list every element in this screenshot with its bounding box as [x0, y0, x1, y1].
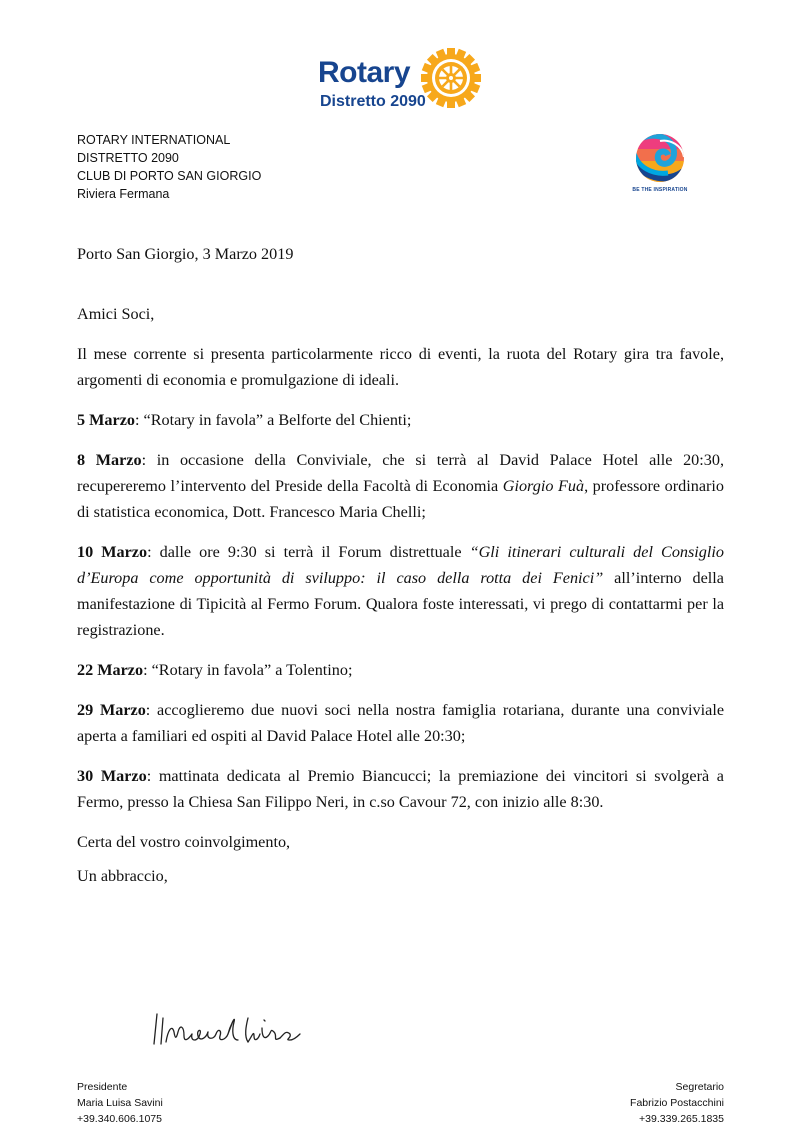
rotary-logo [318, 48, 483, 116]
handwritten-signature [148, 1006, 308, 1056]
event-text: : accoglieremo due nuovi soci nella nostra famiglia rotariana, durante una conviviale aperta a familiari ed ospiti al David Palace Hotel alle 20:30; [77, 701, 724, 745]
event-date: 10 Marzo [77, 543, 148, 561]
theme-logo [630, 131, 690, 201]
event-item [77, 657, 724, 683]
event-date: 8 Marzo [77, 451, 142, 469]
letter-body [77, 241, 724, 889]
event-text: : “Rotary in favola” a Belforte del Chienti; [134, 411, 412, 429]
event-italic: “Gli itinerari culturali del Consiglio d’Europa come opportunità di sviluppo: il caso della rotta dei Fenici” [77, 543, 724, 587]
event-text: : mattinata dedicata al Premio Biancucci; la premiazione dei vincitori si svolgerà a Fermo, presso la Chiesa San Filippo Neri, in c.so Cavour 72, con inizio alle 8:30. [77, 767, 724, 811]
event-italic: Giorgio Fuà [502, 477, 585, 495]
letter-closing: Un abbraccio, [77, 867, 168, 885]
footer-president [77, 1079, 163, 1127]
footer-secretary [630, 1079, 724, 1127]
theme-swirl-icon [630, 131, 690, 185]
club-header-line: CLUB DI PORTO SAN GIORGIO [77, 169, 262, 183]
event-text: all’interno della manifestazione di Tipicità al Fermo Forum. Qualora foste interessati, vi prego di contattarmi per la registrazione. [77, 569, 724, 639]
event-item [77, 763, 724, 815]
footer-phone: +39.339.265.1835 [639, 1113, 724, 1125]
event-text: : dalle ore 9:30 si terrà il Forum distrettuale [147, 543, 470, 561]
event-item [77, 697, 724, 749]
club-header-line: Riviera Fermana [77, 187, 170, 201]
club-header-line: DISTRETTO 2090 [77, 151, 179, 165]
event-date: 5 Marzo [77, 411, 135, 429]
event-item [77, 539, 724, 643]
letter-intro: Il mese corrente si presenta particolarmente ricco di eventi, la ruota del Rotary gira tra favole, argomenti di economia e promulgazione di ideali. [77, 345, 724, 389]
club-header-line: ROTARY INTERNATIONAL [77, 133, 231, 147]
rotary-wheel-icon [421, 48, 481, 108]
rotary-logo-brand: Rotary [318, 56, 411, 89]
event-item [77, 447, 724, 525]
footer-phone: +39.340.606.1075 [77, 1113, 162, 1125]
footer-role: Segretario [675, 1081, 724, 1093]
event-text: : in occasione della Conviviale, che si terrà al David Palace Hotel alle 20:30, recupereremo l’intervento del Preside della Facoltà di Economia [77, 451, 724, 495]
footer-name: Maria Luisa Savini [77, 1097, 163, 1109]
event-text: : “Rotary in favola” a Tolentino; [143, 661, 353, 679]
event-date: 29 Marzo [77, 701, 146, 719]
letter-greeting: Amici Soci, [77, 305, 155, 323]
event-text: , professore ordinario di statistica economica, Dott. Francesco Maria Chelli; [77, 477, 724, 521]
event-item [77, 407, 724, 433]
event-date: 30 Marzo [77, 767, 147, 785]
club-header [77, 131, 261, 203]
footer-role: Presidente [77, 1081, 128, 1093]
rotary-logo-district: Distretto 2090 [320, 93, 426, 110]
event-date: 22 Marzo [77, 661, 144, 679]
theme-tagline: BE THE INSPIRATION [632, 187, 688, 193]
footer-name: Fabrizio Postacchini [630, 1097, 724, 1109]
letter-closing: Certa del vostro coinvolgimento, [77, 833, 291, 851]
letter-date: Porto San Giorgio, 3 Marzo 2019 [77, 245, 294, 263]
